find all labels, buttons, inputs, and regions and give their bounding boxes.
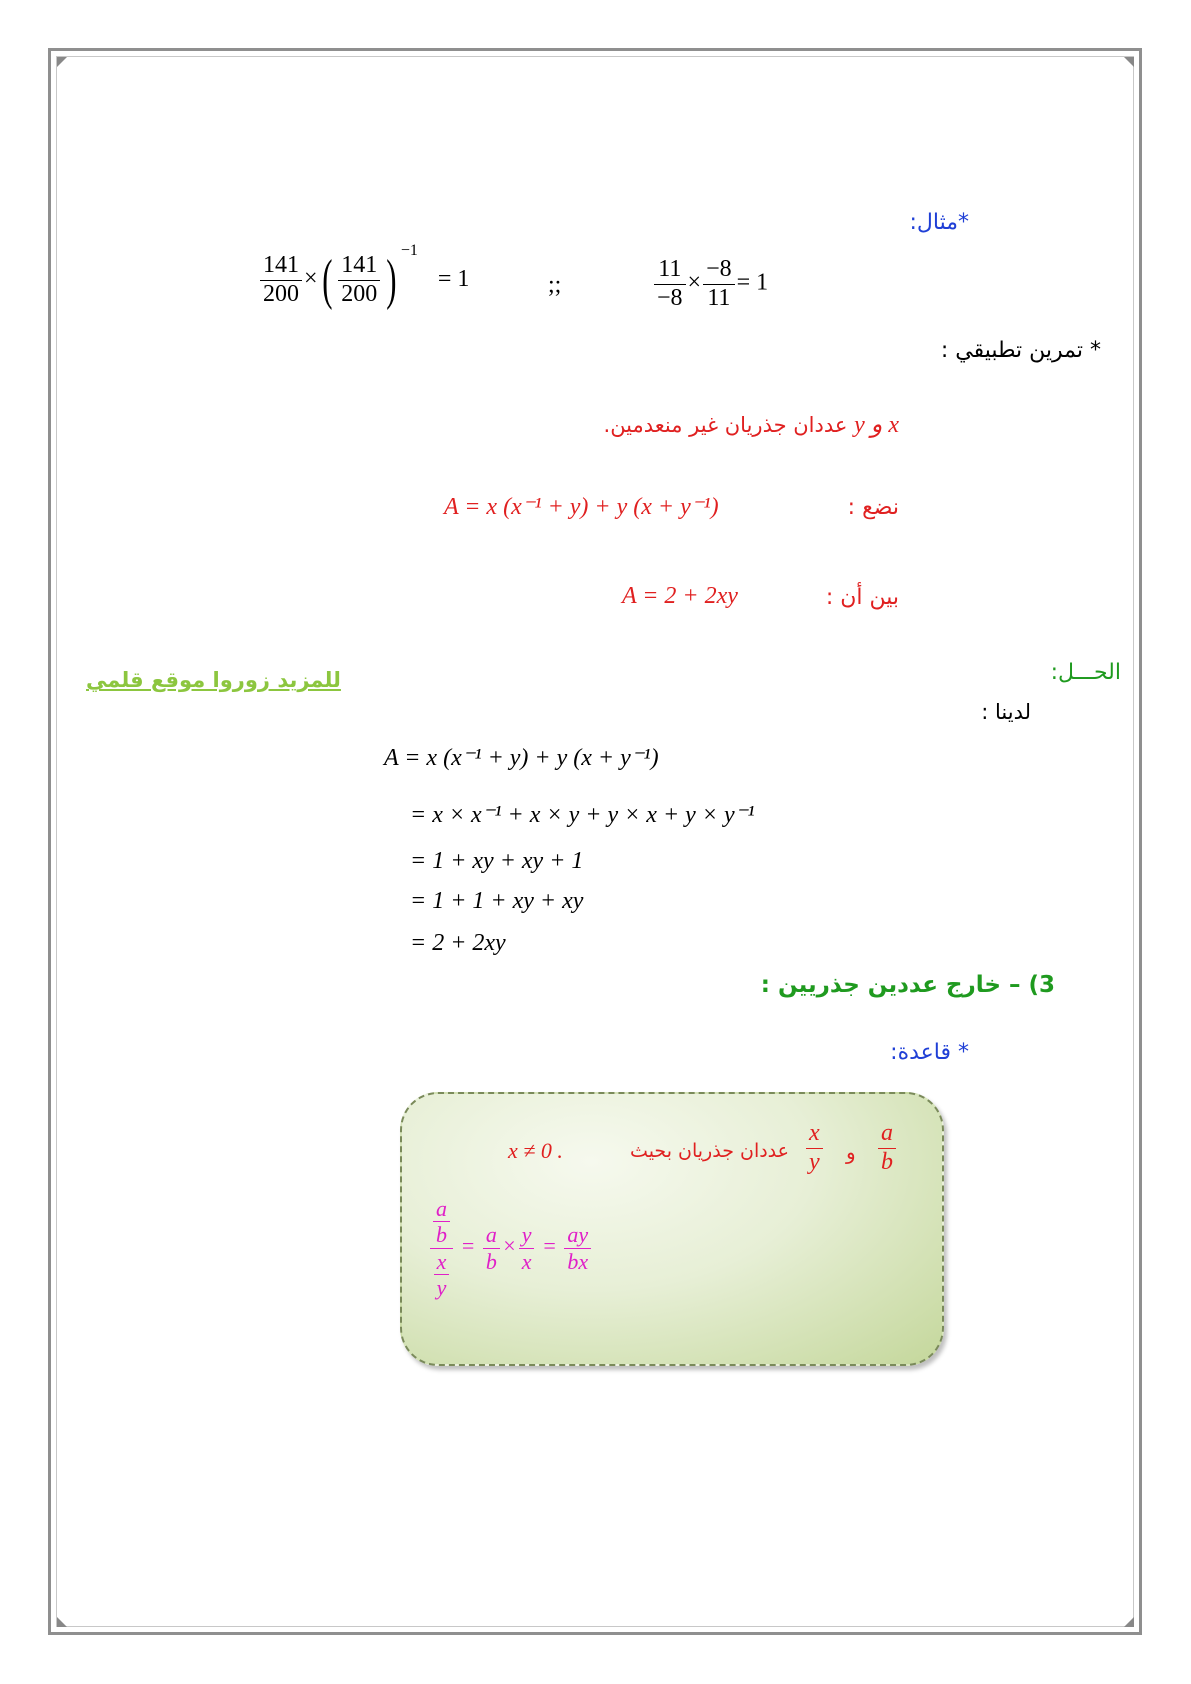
set-expression: A = x (x⁻¹ + y) + y (x + y⁻¹) <box>444 494 719 520</box>
set-label: نضع : <box>847 495 899 520</box>
section-title: 3) – خارج عددين جذريين : <box>760 972 1055 998</box>
show-label: بين أن : <box>825 585 899 610</box>
show-expression: A = 2 + 2xy <box>622 583 738 609</box>
example-label: *مثال: <box>909 210 969 235</box>
rule-condition-text: عددان جذريان بحيث <box>630 1140 789 1162</box>
page-border-inner <box>56 56 1134 1627</box>
corner-ornament <box>1124 1617 1134 1627</box>
rule-frac-ab: $\frac{a}{b}$ <box>876 1120 898 1176</box>
example-separator: ;; <box>548 272 562 298</box>
promo-link[interactable]: للمزيد زوروا موقع قلمي <box>86 668 341 692</box>
statement-text: عددان جذريان غير منعدمين. <box>603 413 848 437</box>
example-right-equation: $\frac{11}{-8}$ × $\frac{-8}{11}$ = 1 <box>652 256 768 312</box>
example-left-equation: $\frac{141}{200}$ ×( $\frac{141}{200}$ ) $^{-1}$ = 1 <box>258 252 469 308</box>
rule-label: * قاعدة: <box>890 1040 969 1065</box>
solution-label: الحـــل: <box>1050 660 1121 685</box>
rule-conj: و <box>846 1140 856 1164</box>
exercise-statement <box>604 410 899 439</box>
solution-line: = 2 + 2xy <box>410 930 506 956</box>
corner-ornament <box>1124 57 1134 67</box>
exercise-label: * تمرين تطبيقي : <box>940 338 1101 363</box>
we-have-label: لدينا : <box>981 700 1031 724</box>
solution-line: = x × x⁻¹ + x × y + y × x + y × y⁻¹ <box>410 802 755 828</box>
rule-formula: $\frac{\frac{a}{b}}{\frac{x}{y}}$ = $\frac{a}{b}$ × $\frac{y}{x}$ = $\frac{ay}{bx}$ <box>428 1196 593 1300</box>
rule-condition-expr: x ≠ 0 . <box>508 1138 563 1163</box>
rule-frac-xy: $\frac{x}{y}$ <box>804 1120 825 1176</box>
solution-line: = 1 + xy + xy + 1 <box>410 848 584 874</box>
corner-ornament <box>57 57 67 67</box>
statement-vars: x و y <box>854 412 899 438</box>
solution-line: A = x (x⁻¹ + y) + y (x + y⁻¹) <box>384 745 659 771</box>
solution-line: = 1 + 1 + xy + xy <box>410 888 584 914</box>
corner-ornament <box>57 1617 67 1627</box>
